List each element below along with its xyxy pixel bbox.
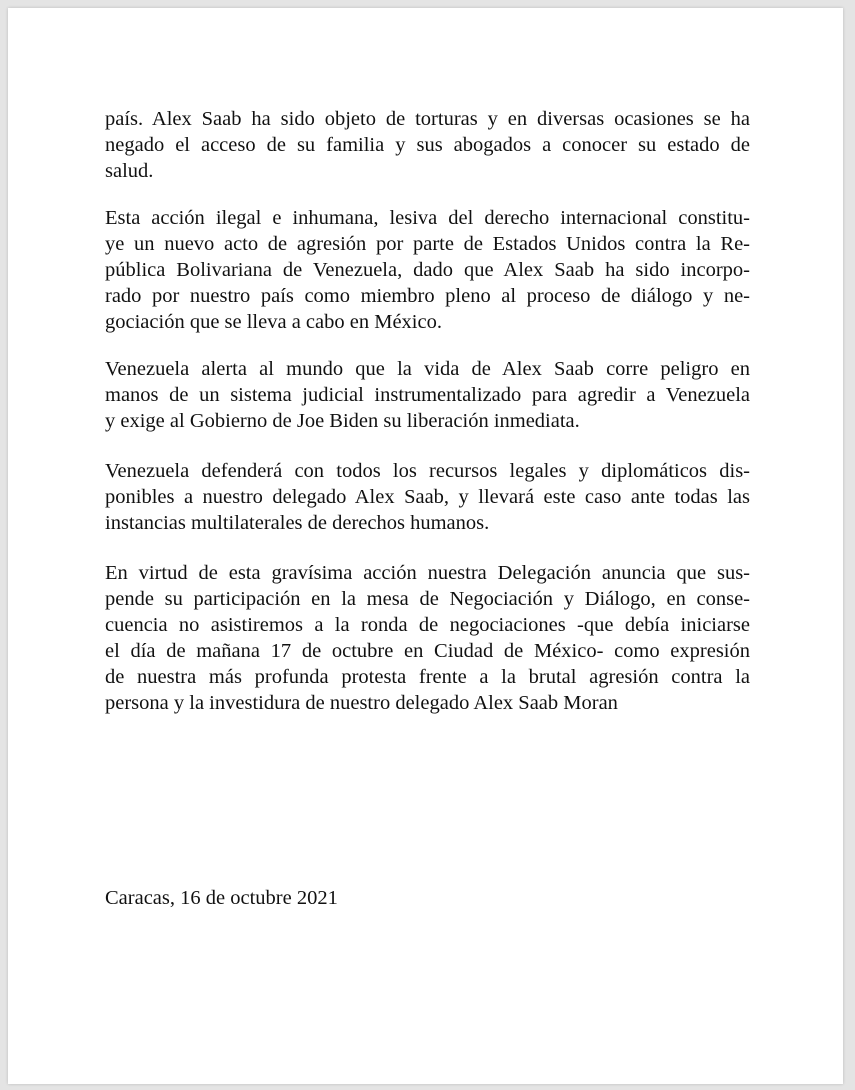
paragraph-5-line-5: de nuestra más profunda protesta frente a la brutal agresión contra la: [105, 666, 750, 688]
paragraph-3-line-2: manos de un sistema judicial instrumentalizado para agredir a Venezuela: [105, 384, 750, 406]
paragraph-5-line-1: En virtud de esta gravísima acción nuestra Delegación anuncia que sus-: [105, 562, 750, 584]
paragraph-2-line-2: ye un nuevo acto de agresión por parte de Estados Unidos contra la Re-: [105, 233, 750, 255]
paragraph-5-line-2: pende su participación en la mesa de Negociación y Diálogo, en conse-: [105, 588, 750, 610]
paragraph-3-line-1: Venezuela alerta al mundo que la vida de Alex Saab corre peligro en: [105, 358, 750, 380]
paragraph-5-line-4: el día de mañana 17 de octubre en Ciudad de México- como expresión: [105, 640, 750, 662]
paragraph-5-line-6: persona y la investidura de nuestro delegado Alex Saab Moran: [105, 692, 618, 714]
paragraph-2-line-1: Esta acción ilegal e inhumana, lesiva del derecho internacional constitu-: [105, 207, 750, 229]
paragraph-2-line-3: pública Bolivariana de Venezuela, dado que Alex Saab ha sido incorpo-: [105, 259, 750, 281]
paragraph-1-line-3: salud.: [105, 160, 154, 182]
paragraph-2-line-5: gociación que se lleva a cabo en México.: [105, 311, 442, 333]
document-page: [8, 8, 843, 1084]
paragraph-1-line-2: negado el acceso de su familia y sus abogados a conocer su estado de: [105, 134, 750, 156]
paragraph-4-line-2: ponibles a nuestro delegado Alex Saab, y llevará este caso ante todas las: [105, 486, 750, 508]
paragraph-5-line-3: cuencia no asistiremos a la ronda de negociaciones -que debía iniciarse: [105, 614, 750, 636]
paragraph-4-line-1: Venezuela defenderá con todos los recursos legales y diplomáticos dis-: [105, 460, 750, 482]
paragraph-3-line-3: y exige al Gobierno de Joe Biden su liberación inmediata.: [105, 410, 580, 432]
paragraph-4-line-3: instancias multilaterales de derechos humanos.: [105, 512, 490, 534]
paragraph-1-line-1: país. Alex Saab ha sido objeto de torturas y en diversas ocasiones se ha: [105, 108, 750, 130]
signoff-place-date: Caracas, 16 de octubre 2021: [105, 887, 338, 909]
paragraph-2-line-4: rado por nuestro país como miembro pleno al proceso de diálogo y ne-: [105, 285, 750, 307]
